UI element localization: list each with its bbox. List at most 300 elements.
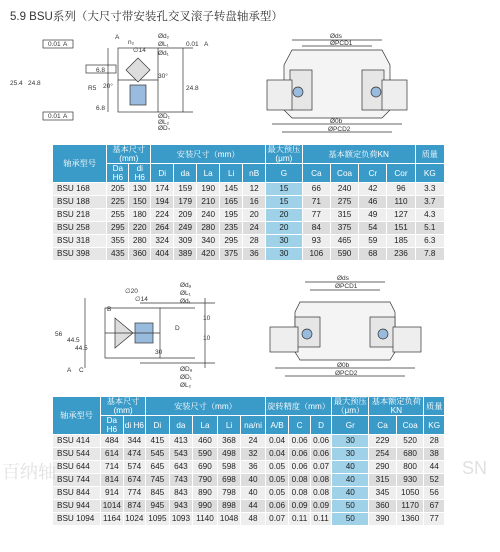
- table-row: [53, 448, 445, 461]
- bearing-section-drawing-1: [8, 30, 238, 130]
- dim-label: 44.5: [75, 345, 88, 352]
- value-cell: 44: [241, 500, 266, 513]
- col-header-basic: 基本尺寸(mm): [107, 145, 151, 164]
- value-cell: 275: [330, 196, 358, 209]
- section-title: 5.9 BSU系列（大尺寸带安装孔交叉滚子转盘轴承型）: [10, 11, 283, 23]
- value-cell: 40: [332, 474, 369, 487]
- sub-header: Da H6: [101, 416, 124, 435]
- dim-label: 56: [55, 331, 63, 338]
- value-cell: 15: [266, 183, 303, 196]
- col-header-model: 轴承型号: [53, 145, 107, 183]
- table-row: [53, 235, 445, 248]
- dim-label: ∅14: [133, 47, 146, 54]
- value-cell: 774: [123, 487, 146, 500]
- table-row: [53, 183, 445, 196]
- value-cell: 7.8: [415, 248, 444, 261]
- value-cell: 790: [193, 474, 218, 487]
- model-cell: BSU 844: [53, 487, 101, 500]
- watermark-left: 百纳轴: [2, 462, 56, 482]
- sub-header: da: [174, 164, 197, 183]
- sub-header: La: [197, 164, 220, 183]
- value-cell: 745: [146, 474, 170, 487]
- value-cell: 40: [332, 487, 369, 500]
- col-header-basic: 基本尺寸(mm): [101, 397, 146, 416]
- value-cell: 1164: [101, 513, 124, 526]
- sub-header: Cr: [359, 164, 387, 183]
- value-cell: 40: [241, 487, 266, 500]
- dim-label: 44.5: [67, 337, 80, 344]
- value-cell: 574: [123, 461, 146, 474]
- value-cell: 714: [101, 461, 124, 474]
- value-cell: 674: [123, 474, 146, 487]
- value-cell: 151: [387, 222, 415, 235]
- model-cell: BSU 318: [53, 235, 107, 248]
- dim-label: 10: [203, 335, 211, 342]
- value-cell: 254: [369, 448, 397, 461]
- value-cell: 180: [129, 209, 151, 222]
- value-cell: 0.07: [265, 513, 289, 526]
- value-cell: 1093: [169, 513, 193, 526]
- dim-label: R5: [88, 85, 97, 92]
- value-cell: 20: [266, 222, 303, 235]
- dim-label: 24.8: [28, 80, 41, 87]
- value-cell: 295: [220, 235, 243, 248]
- value-cell: 106: [302, 248, 330, 261]
- value-cell: 159: [174, 183, 197, 196]
- value-cell: 54: [359, 222, 387, 235]
- value-cell: 814: [101, 474, 124, 487]
- sub-header: G: [266, 164, 303, 183]
- sub-header: Di: [146, 416, 170, 435]
- value-cell: 0.09: [289, 500, 310, 513]
- value-cell: 420: [197, 248, 220, 261]
- value-cell: 344: [123, 435, 146, 448]
- value-cell: 28: [424, 435, 445, 448]
- dim-label: ØDₐ: [180, 366, 193, 373]
- dim-label: ØL₁: [158, 41, 169, 48]
- value-cell: 77: [424, 513, 445, 526]
- sub-header: Li: [217, 416, 241, 435]
- value-cell: 543: [169, 448, 193, 461]
- value-cell: 643: [169, 461, 193, 474]
- dim-label: 30°: [158, 73, 168, 80]
- value-cell: 209: [174, 209, 197, 222]
- dim-label: Ød₁: [158, 50, 169, 57]
- value-cell: 59: [359, 235, 387, 248]
- value-cell: 390: [369, 513, 397, 526]
- dim-label: A: [115, 34, 120, 41]
- dim-label: Øds: [337, 275, 349, 282]
- spec-table-2: [52, 396, 445, 526]
- dim-label: ØPCD2: [328, 126, 351, 133]
- sub-header: C: [289, 416, 310, 435]
- value-cell: 15: [266, 196, 303, 209]
- value-cell: 145: [220, 183, 243, 196]
- value-cell: 874: [123, 500, 146, 513]
- value-cell: 0.08: [310, 474, 332, 487]
- value-cell: 1014: [101, 500, 124, 513]
- value-cell: 360: [129, 248, 151, 261]
- value-cell: 52: [424, 474, 445, 487]
- dim-label: ØL₁: [180, 290, 191, 297]
- value-cell: 545: [146, 448, 170, 461]
- table-row: [53, 222, 445, 235]
- dim-label: ∅14: [135, 296, 148, 303]
- value-cell: 24: [241, 435, 266, 448]
- value-cell: 194: [151, 196, 174, 209]
- value-cell: 240: [197, 209, 220, 222]
- dim-label: A: [63, 41, 68, 48]
- value-cell: 360: [369, 500, 397, 513]
- value-cell: 30: [332, 448, 369, 461]
- value-cell: 498: [217, 448, 241, 461]
- value-cell: 0.07: [310, 461, 332, 474]
- sub-header: na/ni: [241, 416, 266, 435]
- value-cell: 56: [424, 487, 445, 500]
- value-cell: 295: [107, 222, 129, 235]
- value-cell: 990: [193, 500, 218, 513]
- value-cell: 220: [129, 222, 151, 235]
- value-cell: 46: [359, 196, 387, 209]
- value-cell: 315: [330, 209, 358, 222]
- dim-label: ØPCD2: [335, 370, 358, 377]
- value-cell: 12: [243, 183, 266, 196]
- dim-label: ØD₁: [158, 113, 170, 120]
- value-cell: 38: [424, 448, 445, 461]
- value-cell: 4.3: [415, 209, 444, 222]
- table-row: [53, 513, 445, 526]
- sub-header: Gr: [332, 416, 369, 435]
- value-cell: 77: [302, 209, 330, 222]
- value-cell: 0.06: [310, 448, 332, 461]
- value-cell: 280: [129, 235, 151, 248]
- sub-header: Li: [220, 164, 243, 183]
- model-cell: BSU 1094: [53, 513, 101, 526]
- value-cell: 67: [424, 500, 445, 513]
- dim-label: 0.01: [48, 113, 61, 120]
- dim-label: ØL₂: [180, 382, 192, 388]
- dim-label: 20°: [103, 83, 113, 90]
- dim-label: A: [67, 367, 72, 374]
- value-cell: 798: [217, 487, 241, 500]
- value-cell: 3.7: [415, 196, 444, 209]
- value-cell: 0.08: [289, 487, 310, 500]
- value-cell: 110: [387, 196, 415, 209]
- value-cell: 1095: [146, 513, 170, 526]
- value-cell: 355: [107, 235, 129, 248]
- value-cell: 28: [243, 235, 266, 248]
- bearing-assembly-drawing-1: [262, 30, 412, 140]
- value-cell: 20: [243, 209, 266, 222]
- dim-label: ØPCD1: [330, 40, 353, 47]
- dim-label: D: [175, 325, 180, 332]
- value-cell: 235: [220, 222, 243, 235]
- table-row: [53, 435, 445, 448]
- value-cell: 42: [359, 183, 387, 196]
- value-cell: 930: [396, 474, 424, 487]
- model-cell: BSU 744: [53, 474, 101, 487]
- dim-label: 25.4: [10, 80, 23, 87]
- dim-label: n₂: [128, 39, 135, 46]
- value-cell: 36: [241, 461, 266, 474]
- value-cell: 225: [107, 196, 129, 209]
- value-cell: 368: [217, 435, 241, 448]
- value-cell: 484: [101, 435, 124, 448]
- value-cell: 309: [174, 235, 197, 248]
- dim-label: Ø0b: [330, 118, 343, 125]
- value-cell: 690: [193, 461, 218, 474]
- value-cell: 413: [169, 435, 193, 448]
- value-cell: 30: [266, 235, 303, 248]
- sub-header: Da H6: [107, 164, 129, 183]
- model-cell: BSU 944: [53, 500, 101, 513]
- value-cell: 1140: [193, 513, 218, 526]
- value-cell: 49: [359, 209, 387, 222]
- value-cell: 165: [220, 196, 243, 209]
- value-cell: 474: [123, 448, 146, 461]
- dim-label: C: [79, 367, 84, 374]
- table-row: [53, 474, 445, 487]
- model-cell: BSU 258: [53, 222, 107, 235]
- value-cell: 44: [424, 461, 445, 474]
- value-cell: 24: [243, 222, 266, 235]
- model-cell: BSU 544: [53, 448, 101, 461]
- col-header-preload: 最大预压(μm): [267, 145, 301, 163]
- value-cell: 249: [174, 222, 197, 235]
- value-cell: 0.05: [265, 487, 289, 500]
- dim-label: B: [107, 306, 112, 313]
- value-cell: 0.04: [265, 448, 289, 461]
- sub-header: Ca: [369, 416, 397, 435]
- sub-header: La: [193, 416, 218, 435]
- sub-header: da: [169, 416, 193, 435]
- value-cell: 0.06: [289, 461, 310, 474]
- value-cell: 800: [396, 461, 424, 474]
- value-cell: 48: [241, 513, 266, 526]
- table-row: [53, 500, 445, 513]
- col-header-mount: 安装尺寸（mm）: [146, 397, 266, 416]
- value-cell: 3.3: [415, 183, 444, 196]
- col-header-preload: 最大预压（μm）: [332, 397, 369, 416]
- sub-header: Coa: [396, 416, 424, 435]
- value-cell: 240: [330, 183, 358, 196]
- value-cell: 190: [197, 183, 220, 196]
- col-header-load: 基本额定负荷KN: [302, 145, 415, 164]
- value-cell: 96: [387, 183, 415, 196]
- value-cell: 229: [369, 435, 397, 448]
- dim-label: ∅20: [125, 288, 138, 295]
- sub-header: Di: [151, 164, 174, 183]
- value-cell: 465: [330, 235, 358, 248]
- value-cell: 943: [169, 500, 193, 513]
- value-cell: 590: [330, 248, 358, 261]
- value-cell: 0.11: [310, 513, 332, 526]
- dim-label: ØL₂: [158, 119, 170, 126]
- dim-label: 0.01: [186, 41, 199, 48]
- value-cell: 945: [146, 500, 170, 513]
- value-cell: 50: [332, 513, 369, 526]
- value-cell: 68: [359, 248, 387, 261]
- value-cell: 0.08: [289, 474, 310, 487]
- value-cell: 0.05: [265, 461, 289, 474]
- value-cell: 0.06: [310, 435, 332, 448]
- sub-header: nB: [243, 164, 266, 183]
- model-cell: BSU 398: [53, 248, 107, 261]
- dim-label: 6.8: [96, 67, 106, 74]
- value-cell: 290: [369, 461, 397, 474]
- model-cell: BSU 168: [53, 183, 107, 196]
- value-cell: 30: [332, 435, 369, 448]
- dim-label: 10: [203, 315, 211, 322]
- model-cell: BSU 218: [53, 209, 107, 222]
- value-cell: 195: [220, 209, 243, 222]
- value-cell: 40: [241, 474, 266, 487]
- value-cell: 0.08: [310, 487, 332, 500]
- value-cell: 890: [193, 487, 218, 500]
- value-cell: 698: [217, 474, 241, 487]
- value-cell: 898: [217, 500, 241, 513]
- dim-label: 6.8: [96, 105, 106, 112]
- spec-table-1: [52, 144, 445, 261]
- model-cell: BSU 414: [53, 435, 101, 448]
- dim-label: ØD₂: [158, 125, 171, 130]
- value-cell: 435: [107, 248, 129, 261]
- value-cell: 0.05: [265, 474, 289, 487]
- value-cell: 324: [151, 235, 174, 248]
- table-row: [53, 248, 445, 261]
- value-cell: 614: [101, 448, 124, 461]
- value-cell: 71: [302, 196, 330, 209]
- sub-header: di H6: [123, 416, 146, 435]
- table-row: [53, 461, 445, 474]
- watermark-right: SN: [462, 458, 488, 478]
- value-cell: 315: [369, 474, 397, 487]
- dim-label: Ød₁: [180, 298, 191, 305]
- value-cell: 0.06: [289, 448, 310, 461]
- value-cell: 130: [129, 183, 151, 196]
- value-cell: 1360: [396, 513, 424, 526]
- sub-header: di H6: [129, 164, 151, 183]
- model-cell: BSU 644: [53, 461, 101, 474]
- col-header-model: 轴承型号: [53, 397, 101, 435]
- sub-header: Cor: [387, 164, 415, 183]
- value-cell: 30: [266, 248, 303, 261]
- value-cell: 280: [197, 222, 220, 235]
- table-row: [53, 487, 445, 500]
- value-cell: 205: [107, 183, 129, 196]
- bearing-assembly-drawing-2: [265, 272, 425, 384]
- value-cell: 743: [169, 474, 193, 487]
- value-cell: 843: [169, 487, 193, 500]
- value-cell: 590: [193, 448, 218, 461]
- value-cell: 520: [396, 435, 424, 448]
- value-cell: 460: [193, 435, 218, 448]
- value-cell: 680: [396, 448, 424, 461]
- value-cell: 150: [129, 196, 151, 209]
- dim-label: Ø0b: [337, 362, 350, 369]
- sub-header: D: [310, 416, 332, 435]
- value-cell: 0.11: [289, 513, 310, 526]
- col-header-mount: 安装尺寸（mm）: [151, 145, 266, 164]
- value-cell: 1170: [396, 500, 424, 513]
- value-cell: 415: [146, 435, 170, 448]
- value-cell: 0.09: [310, 500, 332, 513]
- value-cell: 375: [330, 222, 358, 235]
- value-cell: 0.06: [265, 500, 289, 513]
- value-cell: 264: [151, 222, 174, 235]
- value-cell: 16: [243, 196, 266, 209]
- value-cell: 0.06: [289, 435, 310, 448]
- value-cell: 914: [101, 487, 124, 500]
- value-cell: 345: [369, 487, 397, 500]
- value-cell: 179: [174, 196, 197, 209]
- value-cell: 84: [302, 222, 330, 235]
- value-cell: 236: [387, 248, 415, 261]
- value-cell: 93: [302, 235, 330, 248]
- table-row: [53, 209, 445, 222]
- dim-label: ØPCD1: [335, 283, 358, 290]
- col-header-mass: 质量: [424, 397, 445, 416]
- sub-header: Ca: [302, 164, 330, 183]
- dim-label: 0.01: [48, 41, 61, 48]
- value-cell: 50: [332, 500, 369, 513]
- value-cell: 1048: [217, 513, 241, 526]
- value-cell: 224: [151, 209, 174, 222]
- dim-label: Øds: [330, 33, 342, 40]
- value-cell: 1050: [396, 487, 424, 500]
- value-cell: 5.1: [415, 222, 444, 235]
- col-header-load: 基本额定负荷KN: [369, 397, 424, 416]
- value-cell: 6.3: [415, 235, 444, 248]
- value-cell: 32: [241, 448, 266, 461]
- value-cell: 340: [197, 235, 220, 248]
- dim-label: 24.8: [186, 85, 199, 92]
- value-cell: 185: [387, 235, 415, 248]
- value-cell: 1024: [123, 513, 146, 526]
- value-cell: 598: [217, 461, 241, 474]
- value-cell: 66: [302, 183, 330, 196]
- dim-label: A: [204, 41, 209, 48]
- dim-label: 30: [155, 349, 163, 356]
- sub-header: A/B: [265, 416, 289, 435]
- sub-header: Coa: [330, 164, 358, 183]
- dim-label: Ød₂: [158, 33, 170, 40]
- table-row: [53, 196, 445, 209]
- value-cell: 40: [332, 461, 369, 474]
- value-cell: 0.04: [265, 435, 289, 448]
- col-header-mass: 质量: [415, 145, 444, 164]
- dim-label: Ødₐ: [180, 282, 192, 289]
- value-cell: 127: [387, 209, 415, 222]
- value-cell: 20: [266, 209, 303, 222]
- value-cell: 255: [107, 209, 129, 222]
- value-cell: 210: [197, 196, 220, 209]
- bearing-section-drawing-2: [45, 278, 245, 388]
- dim-label: A: [63, 113, 68, 120]
- value-cell: 389: [174, 248, 197, 261]
- value-cell: 404: [151, 248, 174, 261]
- dim-label: ØD₁: [180, 374, 192, 381]
- col-header-precision: 旋转精度（mm）: [265, 397, 332, 416]
- value-cell: 174: [151, 183, 174, 196]
- sub-header: KG: [415, 164, 444, 183]
- value-cell: 645: [146, 461, 170, 474]
- model-cell: BSU 188: [53, 196, 107, 209]
- value-cell: 845: [146, 487, 170, 500]
- value-cell: 375: [220, 248, 243, 261]
- sub-header: KG: [424, 416, 445, 435]
- value-cell: 36: [243, 248, 266, 261]
